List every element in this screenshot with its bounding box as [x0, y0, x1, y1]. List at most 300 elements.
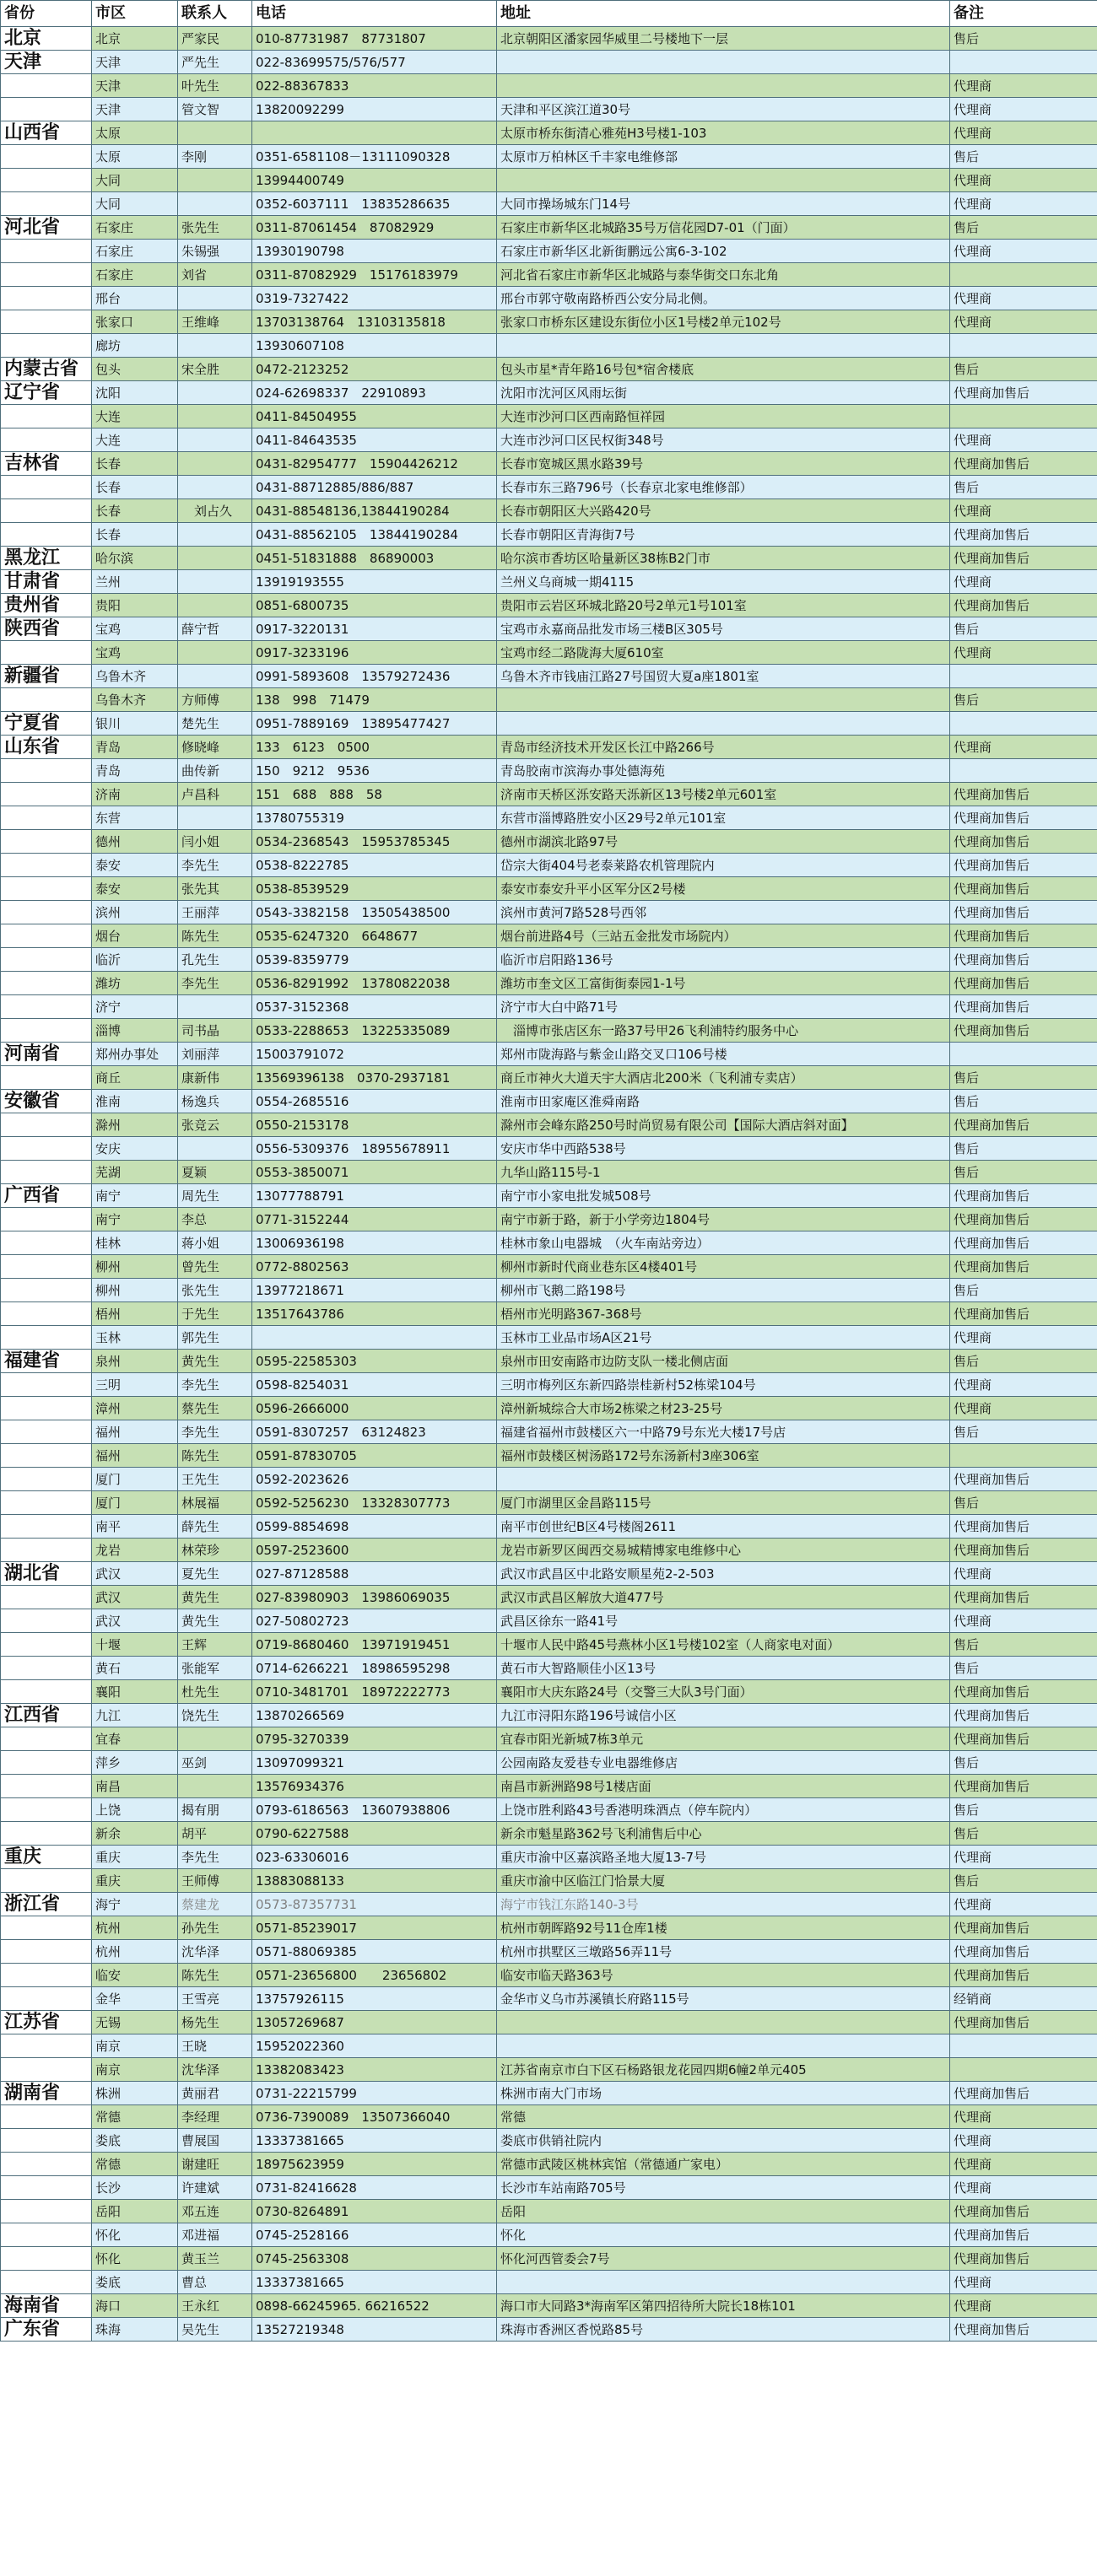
table-row [1, 1657, 1097, 1680]
phone-cell: 13517643786 [252, 1302, 497, 1326]
contact-cell [178, 594, 252, 617]
contact-cell: 夏先生 [178, 1562, 252, 1586]
phone-cell: 0536-8291992 13780822038 [252, 972, 497, 995]
table-row [1, 2223, 1097, 2247]
note-cell: 代理商加售后 [950, 1916, 1097, 1940]
address-cell: 宝鸡市永嘉商品批发市场三楼B区305号 [497, 617, 950, 641]
contact-cell [178, 381, 252, 405]
address-cell: 宜春市阳光新城7栋3单元 [497, 1727, 950, 1751]
phone-cell: 0591-87830705 [252, 1444, 497, 1468]
note-cell [950, 2034, 1097, 2058]
phone-cell: 0431-82954777 15904426212 [252, 452, 497, 476]
city-cell: 青岛 [92, 736, 178, 759]
table-row [1, 1350, 1097, 1373]
city-cell: 新余 [92, 1822, 178, 1846]
table-row [1, 2082, 1097, 2105]
city-cell: 商丘 [92, 1066, 178, 1090]
city-cell: 岳阳 [92, 2200, 178, 2223]
province-cell [1, 972, 92, 995]
address-cell: 长春市朝阳区青海街7号 [497, 523, 950, 547]
address-cell: 临安市临天路363号 [497, 1964, 950, 1987]
province-cell [1, 901, 92, 924]
province-cell: 河南省 [1, 1043, 92, 1066]
contact-cell: 王丽萍 [178, 901, 252, 924]
note-cell: 代理商加售后 [950, 523, 1097, 547]
contact-cell: 王维峰 [178, 310, 252, 334]
phone-cell: 0431-88562105 13844190284 [252, 523, 497, 547]
province-cell [1, 1066, 92, 1090]
province-cell: 陕西省 [1, 617, 92, 641]
address-cell: 柳州市新时代商业巷东区4楼401号 [497, 1255, 950, 1279]
province-cell [1, 1279, 92, 1302]
city-cell: 萍乡 [92, 1751, 178, 1775]
note-cell: 代理商加售后 [950, 1113, 1097, 1137]
address-cell: 河北省石家庄市新华区北城路与泰华街交口东北角 [497, 263, 950, 287]
province-cell: 天津 [1, 51, 92, 74]
address-cell [497, 334, 950, 358]
note-cell: 售后 [950, 1090, 1097, 1113]
address-cell: 兰州义乌商城一期4115 [497, 570, 950, 594]
phone-cell: 0771-3152244 [252, 1208, 497, 1231]
city-cell: 珠海 [92, 2318, 178, 2342]
contact-cell: 刘占久 [178, 499, 252, 523]
address-cell: 济宁市大白中路71号 [497, 995, 950, 1019]
note-cell: 售后 [950, 358, 1097, 381]
phone-cell: 0451-51831888 86890003 [252, 547, 497, 570]
address-cell: 长春市朝阳区大兴路420号 [497, 499, 950, 523]
contact-cell: 孙先生 [178, 1916, 252, 1940]
address-cell: 长春市东三路796号（长春京北家电维修部） [497, 476, 950, 499]
city-cell: 乌鲁木齐 [92, 688, 178, 712]
note-cell: 代理商 [950, 169, 1097, 192]
province-cell [1, 1586, 92, 1609]
address-cell: 福建省福州市鼓楼区六一中路79号东光大楼17号店 [497, 1420, 950, 1444]
table-row [1, 2247, 1097, 2271]
contact-cell: 吴先生 [178, 2318, 252, 2342]
address-cell: 邢台市郭守敬南路桥西公安分局北侧。 [497, 287, 950, 310]
phone-cell: 0598-8254031 [252, 1373, 497, 1397]
city-cell: 厦门 [92, 1468, 178, 1491]
phone-cell: 0554-2685516 [252, 1090, 497, 1113]
contact-cell: 张先生 [178, 216, 252, 240]
contact-cell: 周先生 [178, 1184, 252, 1208]
phone-cell: 13870266569 [252, 1704, 497, 1727]
phone-cell: 13883088133 [252, 1869, 497, 1893]
phone-cell: 0556-5309376 18955678911 [252, 1137, 497, 1161]
city-cell: 天津 [92, 51, 178, 74]
city-cell: 长沙 [92, 2176, 178, 2200]
note-cell: 售后 [950, 1350, 1097, 1373]
province-cell [1, 1019, 92, 1043]
city-cell: 三明 [92, 1373, 178, 1397]
contact-cell: 薛宁哲 [178, 617, 252, 641]
contact-cell [178, 476, 252, 499]
contact-cell: 沈华泽 [178, 2058, 252, 2082]
city-cell: 福州 [92, 1420, 178, 1444]
table-row [1, 1137, 1097, 1161]
contact-cell: 郭先生 [178, 1326, 252, 1350]
phone-cell: 0571-23656800 23656802 [252, 1964, 497, 1987]
address-cell: 黄石市大智路顺佳小区13号 [497, 1657, 950, 1680]
contact-cell: 王雪亮 [178, 1987, 252, 2011]
contact-cell: 揭有朋 [178, 1798, 252, 1822]
city-cell: 贵阳 [92, 594, 178, 617]
table-row [1, 169, 1097, 192]
table-body [1, 27, 1097, 2342]
province-cell [1, 1161, 92, 1184]
contact-cell: 黄玉兰 [178, 2247, 252, 2271]
table-row [1, 2176, 1097, 2200]
city-cell: 东营 [92, 806, 178, 830]
province-cell [1, 1916, 92, 1940]
city-cell: 天津 [92, 98, 178, 121]
table-row [1, 688, 1097, 712]
note-cell: 代理商 [950, 1562, 1097, 1586]
city-cell: 福州 [92, 1444, 178, 1468]
note-cell: 代理商 [950, 499, 1097, 523]
city-cell: 桂林 [92, 1231, 178, 1255]
contact-cell: 李先生 [178, 1373, 252, 1397]
table-row [1, 1869, 1097, 1893]
contact-cell: 蒋小姐 [178, 1231, 252, 1255]
contact-cell: 王先生 [178, 1468, 252, 1491]
note-cell: 售后 [950, 1633, 1097, 1657]
note-cell: 代理商加售后 [950, 1468, 1097, 1491]
table-row [1, 428, 1097, 452]
contact-cell: 巫剑 [178, 1751, 252, 1775]
note-cell: 代理商 [950, 192, 1097, 216]
city-cell: 株洲 [92, 2082, 178, 2105]
province-cell [1, 240, 92, 263]
phone-cell: 0719-8680460 13971919451 [252, 1633, 497, 1657]
contact-cell: 宋全胜 [178, 358, 252, 381]
phone-cell: 0351-6581108－13111090328 [252, 145, 497, 169]
table-row [1, 1302, 1097, 1326]
address-cell: 柳州市飞鹅二路198号 [497, 1279, 950, 1302]
contact-cell: 李刚 [178, 145, 252, 169]
note-cell: 代理商加售后 [950, 2223, 1097, 2247]
note-cell: 代理商 [950, 428, 1097, 452]
note-cell: 经销商 [950, 1987, 1097, 2011]
address-cell: 石家庄市新华区北城路35号万信花园D7-01（门面） [497, 216, 950, 240]
note-cell: 代理商 [950, 240, 1097, 263]
note-cell: 代理商 [950, 2271, 1097, 2294]
note-cell: 售后 [950, 1279, 1097, 1302]
note-cell: 代理商加售后 [950, 1775, 1097, 1798]
city-cell: 张家口 [92, 310, 178, 334]
header-contact: 联系人 [178, 1, 252, 27]
address-cell: 郑州市陇海路与紫金山路交叉口106号楼 [497, 1043, 950, 1066]
note-cell: 代理商加售后 [950, 877, 1097, 901]
phone-cell: 0772-8802563 [252, 1255, 497, 1279]
province-cell [1, 830, 92, 854]
table-row [1, 1208, 1097, 1231]
phone-cell: 13337381665 [252, 2129, 497, 2153]
note-cell: 代理商 [950, 121, 1097, 145]
phone-cell: 0538-8539529 [252, 877, 497, 901]
province-cell [1, 783, 92, 806]
phone-cell: 13527219348 [252, 2318, 497, 2342]
note-cell: 代理商加售后 [950, 547, 1097, 570]
phone-cell: 023-63306016 [252, 1846, 497, 1869]
table-row [1, 27, 1097, 51]
city-cell: 淮南 [92, 1090, 178, 1113]
province-cell [1, 1964, 92, 1987]
note-cell [950, 1444, 1097, 1468]
city-cell: 沈阳 [92, 381, 178, 405]
city-cell: 淄博 [92, 1019, 178, 1043]
city-cell: 长春 [92, 452, 178, 476]
contact-cell: 李先生 [178, 1420, 252, 1444]
table-row [1, 358, 1097, 381]
contact-cell: 李先生 [178, 854, 252, 877]
province-cell [1, 2271, 92, 2294]
province-cell [1, 854, 92, 877]
note-cell: 代理商加售后 [950, 1515, 1097, 1539]
note-cell: 代理商加售后 [950, 1231, 1097, 1255]
city-cell: 漳州 [92, 1397, 178, 1420]
contact-cell: 曲传新 [178, 759, 252, 783]
phone-cell: 0472-2123252 [252, 358, 497, 381]
province-cell: 广东省 [1, 2318, 92, 2342]
note-cell [950, 665, 1097, 688]
province-cell [1, 1302, 92, 1326]
contact-cell [178, 452, 252, 476]
city-cell: 梧州 [92, 1302, 178, 1326]
address-cell: 南昌市新洲路98号1楼店面 [497, 1775, 950, 1798]
phone-cell: 0537-3152368 [252, 995, 497, 1019]
phone-cell: 0597-2523600 [252, 1539, 497, 1562]
table-row [1, 641, 1097, 665]
table-row [1, 1727, 1097, 1751]
note-cell: 代理商加售后 [950, 972, 1097, 995]
city-cell: 泰安 [92, 854, 178, 877]
city-cell: 厦门 [92, 1491, 178, 1515]
table-row [1, 1043, 1097, 1066]
phone-cell: 0592-5256230 13328307773 [252, 1491, 497, 1515]
phone-cell: 0851-6800735 [252, 594, 497, 617]
city-cell: 长春 [92, 499, 178, 523]
phone-cell: 0533-2288653 13225335089 [252, 1019, 497, 1043]
city-cell: 柳州 [92, 1255, 178, 1279]
phone-cell: 0730-8264891 [252, 2200, 497, 2223]
table-row [1, 523, 1097, 547]
province-cell [1, 287, 92, 310]
province-cell [1, 476, 92, 499]
province-cell [1, 263, 92, 287]
province-cell [1, 688, 92, 712]
address-cell: 梧州市光明路367-368号 [497, 1302, 950, 1326]
address-cell: 淄博市张店区东一路37号甲26飞利浦特约服务中心 [497, 1019, 950, 1043]
table-row [1, 1113, 1097, 1137]
contact-cell: 曾先生 [178, 1255, 252, 1279]
city-cell: 滨州 [92, 901, 178, 924]
address-cell: 青岛市经济技术开发区长江中路266号 [497, 736, 950, 759]
table-row [1, 995, 1097, 1019]
note-cell: 代理商 [950, 2153, 1097, 2176]
phone-cell: 133 6123 0500 [252, 736, 497, 759]
city-cell: 杭州 [92, 1940, 178, 1964]
province-cell [1, 1326, 92, 1350]
province-cell [1, 1397, 92, 1420]
table-row [1, 1066, 1097, 1090]
contact-cell: 陈先生 [178, 924, 252, 948]
table-row [1, 476, 1097, 499]
phone-cell: 0539-8359779 [252, 948, 497, 972]
contact-cell: 张能军 [178, 1657, 252, 1680]
address-cell: 济南市天桥区泺安路天泺新区13号楼2单元601室 [497, 783, 950, 806]
province-cell [1, 1255, 92, 1279]
contact-cell: 黄先生 [178, 1350, 252, 1373]
table-row [1, 1184, 1097, 1208]
address-cell: 滨州市黄河7路528号西邻 [497, 901, 950, 924]
address-cell [497, 1468, 950, 1491]
note-cell [950, 1043, 1097, 1066]
table-row [1, 452, 1097, 476]
province-cell [1, 1609, 92, 1633]
table-row [1, 2271, 1097, 2294]
note-cell: 代理商加售后 [950, 1184, 1097, 1208]
contact-cell: 王永红 [178, 2294, 252, 2318]
address-cell: 重庆市渝中区嘉滨路圣地大厦13-7号 [497, 1846, 950, 1869]
note-cell: 代理商 [950, 2294, 1097, 2318]
phone-cell: 010-87731987 87731807 [252, 27, 497, 51]
table-row [1, 263, 1097, 287]
address-cell: 天津和平区滨江道30号 [497, 98, 950, 121]
province-cell [1, 523, 92, 547]
table-row [1, 1586, 1097, 1609]
address-cell: 杭州市朝晖路92号11仓库1楼 [497, 1916, 950, 1940]
note-cell: 代理商 [950, 1846, 1097, 1869]
address-cell [497, 712, 950, 736]
address-cell: 杭州市拱墅区三墩路56弄11号 [497, 1940, 950, 1964]
city-cell: 泉州 [92, 1350, 178, 1373]
phone-cell: 0710-3481701 18972222773 [252, 1680, 497, 1704]
table-row [1, 1515, 1097, 1539]
province-cell: 内蒙古省 [1, 358, 92, 381]
phone-cell: 13977218671 [252, 1279, 497, 1302]
table-row [1, 830, 1097, 854]
contact-cell: 康新伟 [178, 1066, 252, 1090]
note-cell: 售后 [950, 1751, 1097, 1775]
city-cell: 大连 [92, 405, 178, 428]
address-cell: 武汉市武昌区解放大道477号 [497, 1586, 950, 1609]
contact-cell: 严家民 [178, 27, 252, 51]
city-cell: 青岛 [92, 759, 178, 783]
contact-cell: 刘丽萍 [178, 1043, 252, 1066]
phone-cell: 0745-2528166 [252, 2223, 497, 2247]
note-cell: 售后 [950, 1798, 1097, 1822]
address-cell: 哈尔滨市香坊区哈量新区38栋B2门市 [497, 547, 950, 570]
table-row [1, 1231, 1097, 1255]
city-cell: 重庆 [92, 1846, 178, 1869]
phone-cell: 0352-6037111 13835286635 [252, 192, 497, 216]
phone-cell: 0534-2368543 15953785345 [252, 830, 497, 854]
phone-cell: 024-62698337 22910893 [252, 381, 497, 405]
phone-cell: 0731-22215799 [252, 2082, 497, 2105]
phone-cell [252, 1326, 497, 1350]
table-row [1, 1562, 1097, 1586]
address-cell [497, 2271, 950, 2294]
address-cell: 三明市梅列区东新四路崇桂新村52栋梁104号 [497, 1373, 950, 1397]
province-cell: 江苏省 [1, 2011, 92, 2034]
province-cell [1, 1940, 92, 1964]
province-cell [1, 1680, 92, 1704]
city-cell: 长春 [92, 476, 178, 499]
phone-cell: 0951-7889169 13895477427 [252, 712, 497, 736]
phone-cell: 13930190798 [252, 240, 497, 263]
table-row [1, 2034, 1097, 2058]
province-cell [1, 1113, 92, 1137]
note-cell: 代理商加售后 [950, 1727, 1097, 1751]
contact-cell [178, 1775, 252, 1798]
contact-cell: 曹展国 [178, 2129, 252, 2153]
phone-cell: 13006936198 [252, 1231, 497, 1255]
city-cell: 武汉 [92, 1562, 178, 1586]
province-cell [1, 2200, 92, 2223]
address-cell: 漳州新城综合大市场2栋梁之材23-25号 [497, 1397, 950, 1420]
city-cell: 南京 [92, 2058, 178, 2082]
province-cell [1, 169, 92, 192]
address-cell: 潍坊市奎文区工富街街泰园1-1号 [497, 972, 950, 995]
address-cell: 襄阳市大庆东路24号（交警三大队3号门面） [497, 1680, 950, 1704]
phone-cell: 18975623959 [252, 2153, 497, 2176]
phone-cell: 0411-84643535 [252, 428, 497, 452]
table-row [1, 1940, 1097, 1964]
contact-cell: 林荣珍 [178, 1539, 252, 1562]
city-cell: 郑州办事处 [92, 1043, 178, 1066]
table-row [1, 877, 1097, 901]
table-row [1, 499, 1097, 523]
contact-cell: 李经理 [178, 2105, 252, 2129]
table-row [1, 1751, 1097, 1775]
contact-cell: 林展福 [178, 1491, 252, 1515]
table-row [1, 948, 1097, 972]
table-row [1, 2153, 1097, 2176]
city-cell: 海口 [92, 2294, 178, 2318]
table-row [1, 1539, 1097, 1562]
province-cell [1, 1208, 92, 1231]
city-cell: 廊坊 [92, 334, 178, 358]
province-cell [1, 2176, 92, 2200]
contact-cell: 严先生 [178, 51, 252, 74]
note-cell: 代理商 [950, 74, 1097, 98]
address-cell: 金华市义乌市苏溪镇长府路115号 [497, 1987, 950, 2011]
contact-cell [178, 334, 252, 358]
contact-cell: 朱锡强 [178, 240, 252, 263]
province-cell [1, 1822, 92, 1846]
table-row [1, 1468, 1097, 1491]
table-row [1, 74, 1097, 98]
table-row [1, 665, 1097, 688]
table-row [1, 1420, 1097, 1444]
note-cell [950, 334, 1097, 358]
city-cell: 南昌 [92, 1775, 178, 1798]
province-cell: 江西省 [1, 1704, 92, 1727]
table-row [1, 806, 1097, 830]
province-cell: 新疆省 [1, 665, 92, 688]
note-cell: 代理商加售后 [950, 854, 1097, 877]
note-cell: 代理商加售后 [950, 830, 1097, 854]
phone-cell: 13703138764 13103135818 [252, 310, 497, 334]
city-cell: 九江 [92, 1704, 178, 1727]
table-row [1, 2200, 1097, 2223]
province-cell [1, 98, 92, 121]
city-cell: 上饶 [92, 1798, 178, 1822]
city-cell: 海宁 [92, 1893, 178, 1916]
province-cell: 福建省 [1, 1350, 92, 1373]
address-cell: 长沙市车站南路705号 [497, 2176, 950, 2200]
